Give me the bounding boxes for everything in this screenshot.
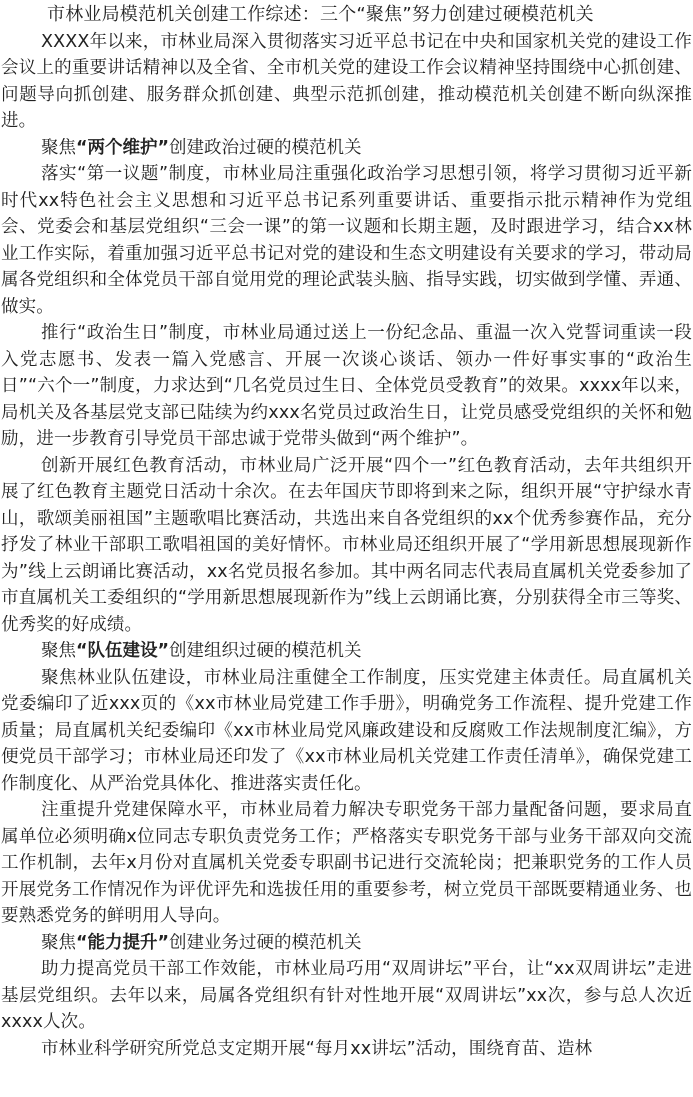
section-heading-ability <box>1 930 692 957</box>
paragraph-party-support: 注重提升党建保障水平，市林业局着力解决专职党务干部力量配备问题，要求局直属单位必须明确x位同志专职负责党务工作；严格落实专职党务干部与业务干部双向交流工作机制，去年x月份对直属机关党委专职副书记进行交流轮岗；把兼职党务的工作人员开展党务工作情况作为评优评先和选拔任用的重要参考，树立党员干部既要精通业务、也要熟悉党务的鲜明用人导向。 <box>1 800 692 926</box>
heading-suffix: 创建组织过硬的模范机关 <box>169 641 362 661</box>
heading-prefix: 聚焦 <box>41 137 76 158</box>
heading-bold: “能力提升” <box>76 932 170 953</box>
heading-suffix: 创建政治过硬的模范机关 <box>169 137 362 158</box>
heading-suffix: 创建业务过硬的模范机关 <box>169 932 362 953</box>
heading-bold: “队伍建设” <box>76 641 170 661</box>
paragraph-forum: 助力提高党员干部工作效能，市林业局巧用“双周讲坛”平台，让“xx双周讲坛”走进基层党组织。去年以来，局属各党组织有针对性地开展“双周讲坛”xx次，参与总人次近xxxx人次。 <box>1 959 692 1032</box>
heading-prefix: 聚焦 <box>41 932 76 953</box>
paragraph-team-building: 聚焦林业队伍建设，市林业局注重健全工作制度，压实党建主体责任。局直属机关党委编印了近xxx页的《xx市林业局党建工作手册》，明确党务工作流程、提升党建工作质量；局直属机关纪委编印《xx市林业局党风廉政建设和反腐败工作法规制度汇编》，方便党员干部学习；市林业局还印发了《xx市林业局机关党建工作责任清单》，确保党建工作制度化、从严治党具体化、推进落实责任化。 <box>1 667 692 794</box>
paragraph-political-birthday: 推行“政治生日”制度，市林业局通过送上一份纪念品、重温一次入党誓词重读一段入党志愿书、发表一篇入党感言、开展一次谈心谈话、领办一件好事实事的“政治生日”“六个一”制度，力求达到“几名党员过生日、全体党员受教育”的效果。xxxx年以来，局机关及各基层党支部已陆续为约xxx名党员过政治生日，让党员感受党组织的关怀和勉励，进一步教育引导党员干部忠诚于党带头做到“两个维护”。 <box>1 323 692 449</box>
paragraph-red-education: 创新开展红色教育活动，市林业局广泛开展“四个一”红色教育活动，去年共组织开展了红色教育主题党日活动十余次。在去年国庆节即将到来之际，组织开展“守护绿水青山，歌颂美丽祖国”主题歌唱比赛活动，共选出来自各党组织的xx个优秀参赛作品，充分抒发了林业干部职工歌唱祖国的美好情怀。市林业局还组织开展了“学用新思想展现新作为”线上云朗诵比赛活动，xx名党员报名参加。其中两名同志代表局直属机关党委参加了市直属机关工委组织的“学用新思想展现新作为”线上云朗诵比赛，分别获得全市三等奖、优秀奖的好成绩。 <box>1 455 692 635</box>
paragraph-intro: XXXX年以来，市林业局深入贯彻落实习近平总书记在中央和国家机关党的建设工作会议上的重要讲话精神以及全省、全市机关党的建设工作会议精神坚持围绕中心抓创建、问题导向抓创建、服务群众抓创建、典型示范抓创建，推动模范机关创建不断向纵深推进。 <box>1 31 692 131</box>
section-heading-team <box>1 638 692 665</box>
heading-bold: “两个维护” <box>76 137 170 158</box>
document-title: 市林业局模范机关创建工作综述：三个“聚焦”努力创建过硬模范机关 <box>47 4 594 25</box>
paragraph-research-institute: 市林业科学研究所党总支定期开展“每月xx讲坛”活动，围绕育苗、造林 <box>41 1038 593 1059</box>
section-heading-political <box>1 135 692 162</box>
paragraph-first-topic: 落实“第一议题”制度，市林业局注重强化政治学习思想引领，将学习贯彻习近平新时代xx特色社会主义思想和习近平总书记系列重要讲话、重要指示批示精神作为党组会、党委会和基层党组织“三会一课”的第一议题和长期主题，及时跟进学习，结合xx林业工作实际，着重加强习近平总书记对党的建设和生态文明建设有关要求的学习，带动局属各党组织和全体党员干部自觉用党的理论武装头脑、指导实践，切实做到学懂、弄通、做实。 <box>1 164 692 317</box>
heading-prefix: 聚焦 <box>41 641 76 661</box>
